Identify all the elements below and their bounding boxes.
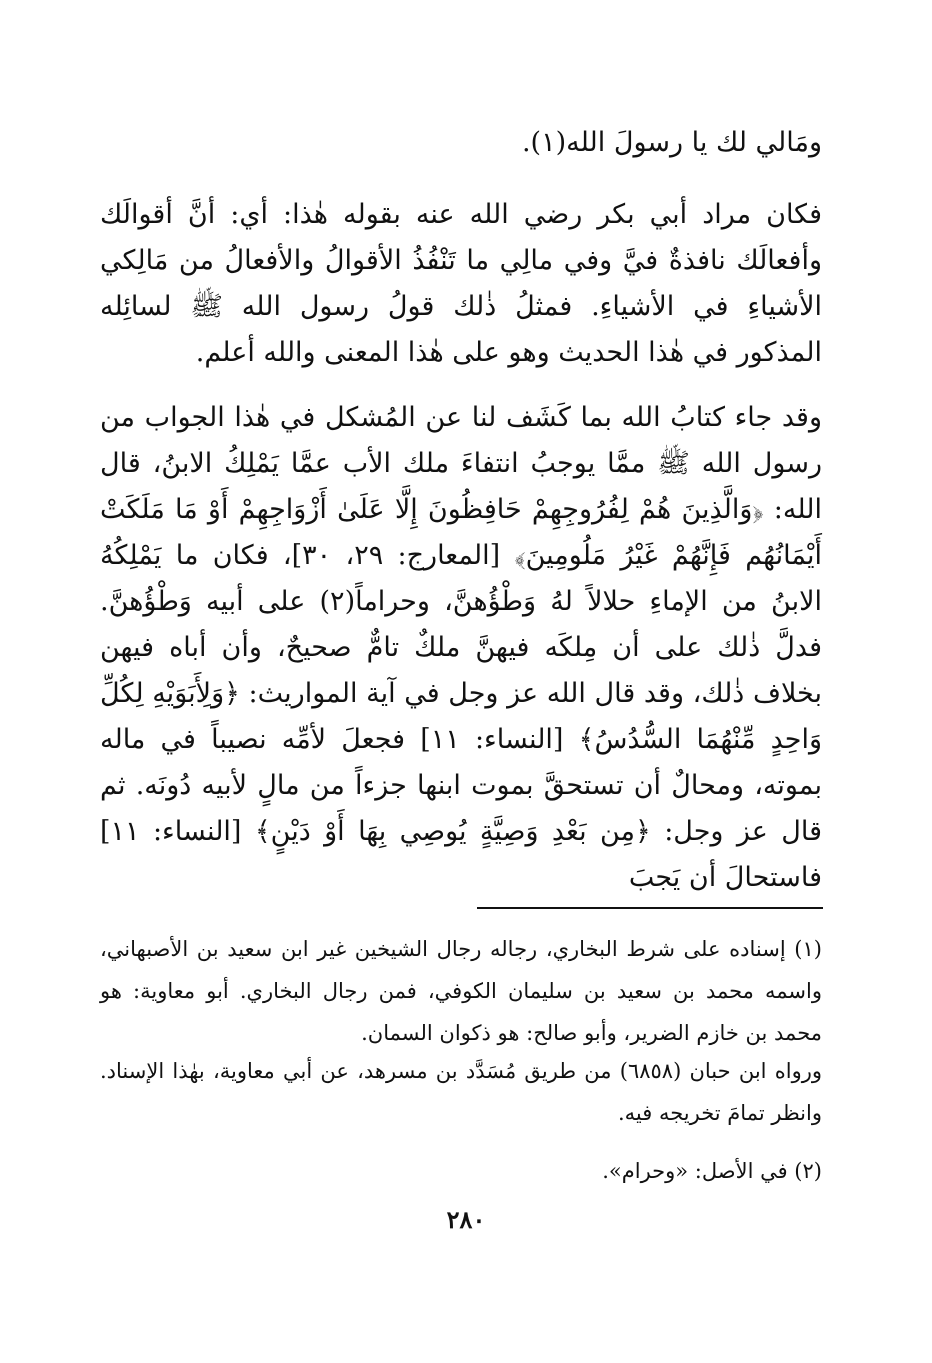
paragraph-1: فكان مراد أبي بكر رضي الله عنه بقوله هٰذا: أي: أنَّ أقوالَك وأفعالَك نافذةٌ فيَّ وفي مالِي ما تَنْفُذُ الأقوالُ والأفعالُ من مَالِكي الأشياءِ في الأشياءِ. فمثلُ ذٰلك قولُ رسول الله ﷺ لسائِله المذكور في هٰذا الحديث وهو على هٰذا المعنى والله أعلم.: [100, 199, 822, 368]
footnote-2: (٢) في الأصل: «وحرام».: [602, 1159, 822, 1183]
page-number: ٢٨٠: [446, 1205, 486, 1234]
footnote-1: (١) إسناده على شرط البخاري، رجاله رجال الشيخين غير ابن سعيد بن الأصبهاني، واسمه محمد بن سعيد بن سليمان الكوفي، فمن رجال البخاري. أبو معاوية: هو محمد بن خازم الضرير، وأبو صالح: هو ذكوان السمان.: [100, 937, 822, 1045]
opening-line: ومَالي لك يا رسولَ الله(١).: [521, 127, 822, 158]
footnote-separator: [477, 907, 823, 909]
footnote-1-continued: ورواه ابن حبان (٦٨٥٨) من طريق مُسَدَّد بن مسرهد، عن أبي معاوية، بهٰذا الإسناد. وانظر تمامَ تخريجه فيه.: [100, 1059, 822, 1125]
paragraph-2: وقد جاء كتابُ الله بما كَشَف لنا عن المُشكل في هٰذا الجواب من رسول الله ﷺ ممَّا يوجبُ انتفاءَ ملك الأب عمَّا يَمْلِكُ الابنُ، قال الله: ﴿وَالَّذِينَ هُمْ لِفُرُوجِهِمْ حَافِظُونَ إِلَّا عَلَىٰ أَزْوَاجِهِمْ أَوْ مَا مَلَكَتْ أَيْمَانُهُم فَإِنَّهُمْ غَيْرُ مَلُومِينَ﴾ [المعارج: ٢٩، ٣٠]، فكان ما يَمْلِكُهُ الابنُ من الإماءِ حلالاً لهُ وَطْؤُهنَّ، وحراماً(٢) على أبيه وَطْؤُهنَّ. فدلَّ ذٰلك على أن مِلكَه فيهنَّ ملكٌ تامٌّ صحيحٌ، وأن أباه فيهن بخلاف ذٰلك، وقد قال الله عز وجل في آية المواريث: ﴿وَلِأَبَوَيْهِ لِكُلِّ وَاحِدٍ مِّنْهُمَا السُّدُسُ﴾ [النساء: ١١] فجعلَ لأمِّه نصيباً في ماله بموته، ومحالٌ أن تستحقَّ بموت ابنها جزءاً من مالٍ لأبيه دُونَه. ثم قال عز وجل: ﴿مِن بَعْدِ وَصِيَّةٍ يُوصِي بِهَا أَوْ دَيْنٍ﴾ [النساء: ١١] فاستحالَ أن يَجبَ: [100, 402, 823, 893]
